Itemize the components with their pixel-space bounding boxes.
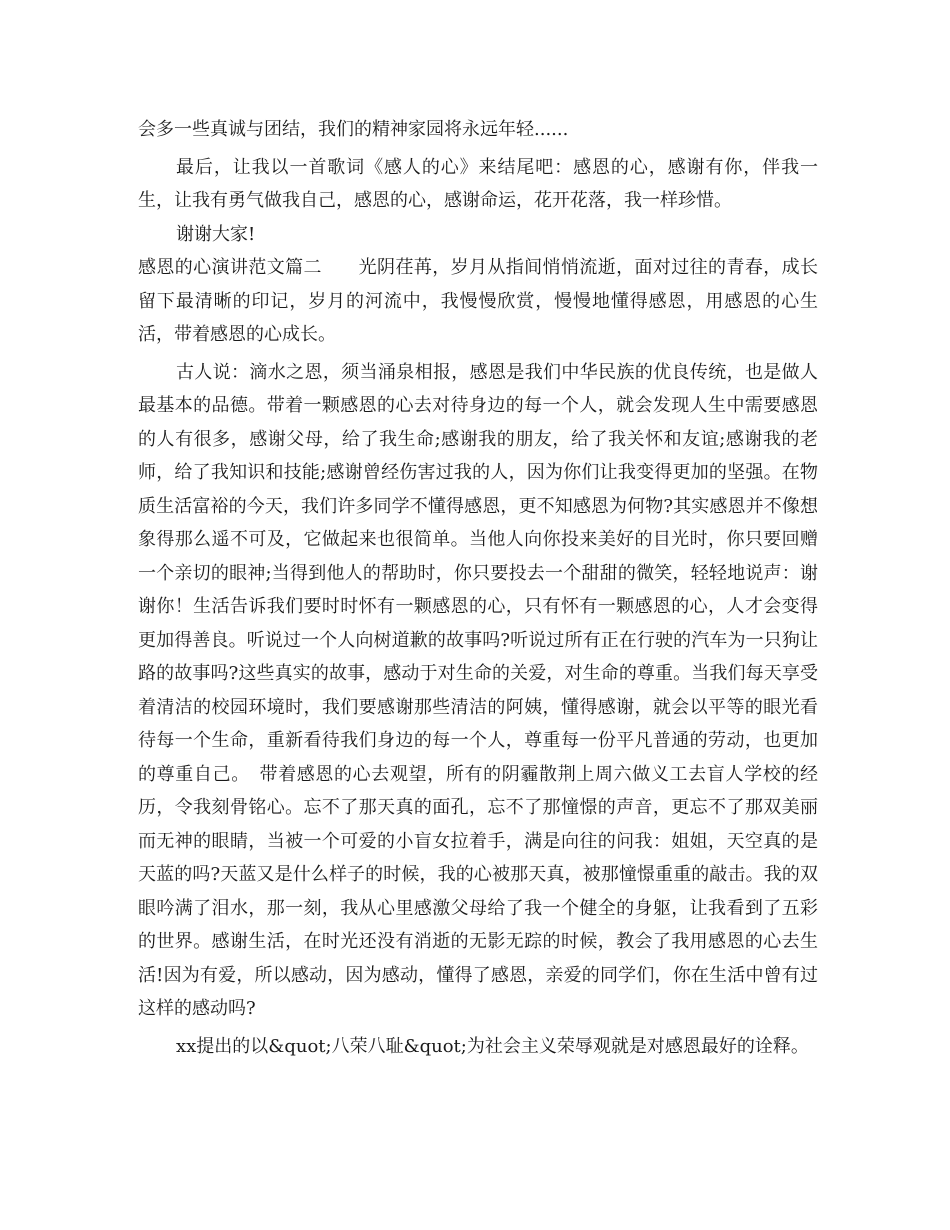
document-body	[138, 113, 818, 1063]
paragraph-closing-lyrics: 最后，让我以一首歌词《感人的心》来结尾吧：感恩的心，感谢有你，伴我一生，让我有勇气做我自己，感恩的心，感谢命运，花开花落，我一样珍惜。	[138, 156, 818, 211]
paragraph-continuation: 会多一些真诚与团结，我们的精神家园将永远年轻......	[138, 119, 569, 140]
paragraph-main-body: 古人说：滴水之恩，须当涌泉相报，感恩是我们中华民族的优良传统，也是做人最基本的品德。带着一颗感恩的心去对待身边的每一个人，就会发现人生中需要感恩的人有很多，感谢父母，给了我生命;感谢我的朋友，给了我关怀和友谊;感谢我的老师，给了我知识和技能;感谢曾经伤害过我的人，因为你们让我变得更加的坚强。在物质生活富裕的今天，我们许多同学不懂得感恩，更不知感恩为何物?其实感恩并不像想象得那么遥不可及，它做起来也很简单。当他人向你投来美好的目光时，你只要回赠一个亲切的眼神;当得到他人的帮助时，你只要投去一个甜甜的微笑，轻轻地说声：谢谢你！生活告诉我们要时时怀有一颗感恩的心，只有怀有一颗感恩的心，人才会变得更加得善良。听说过一个人向树道歉的故事吗?听说过所有正在行驶的汽车为一只狗让路的故事吗?这些真实的故事，感动于对生命的关爱，对生命的尊重。当我们每天享受着清洁的校园环境时，我们要感谢那些清洁的阿姨，懂得感谢，就会以平等的眼光看待每一个生命，重新看待我们身边的每一个人，尊重每一份平凡普通的劳动，也更加的尊重自己。 带着感恩的心去观望，所有的阴霾散荆上周六做义工去盲人学校的经历，令我刻骨铭心。忘不了那天真的面孔，忘不了那憧憬的声音，更忘不了那双美丽而无神的眼睛，当被一个可爱的小盲女拉着手，满是向往的问我：姐姐，天空真的是天蓝的吗?天蓝又是什么样子的时候，我的心被那天真，被那憧憬重重的敲击。我的双眼吟满了泪水，那一刻，我从心里感激父母给了我一个健全的身躯，让我看到了五彩的世界。感谢生活，在时光还没有消逝的无影无踪的时候，教会了我用感恩的心去生活!因为有爱，所以感动，因为感动，懂得了感恩，亲爱的同学们，你在生活中曾有过这样的感动吗?	[138, 361, 818, 1019]
paragraph-final: xx提出的以&quot;八荣八耻&quot;为社会主义荣辱观就是对感恩最好的诠释。	[176, 1035, 809, 1057]
paragraph-thanks: 谢谢大家!	[176, 223, 256, 245]
paragraph-section-two-heading: 感恩的心演讲范文篇二 光阴荏苒，岁月从指间悄悄流逝，面对过往的青春，成长留下最清晰的印记，岁月的河流中，我慢慢欣赏，慢慢地懂得感恩，用感恩的心生活，带着感恩的心成长。	[138, 257, 818, 345]
